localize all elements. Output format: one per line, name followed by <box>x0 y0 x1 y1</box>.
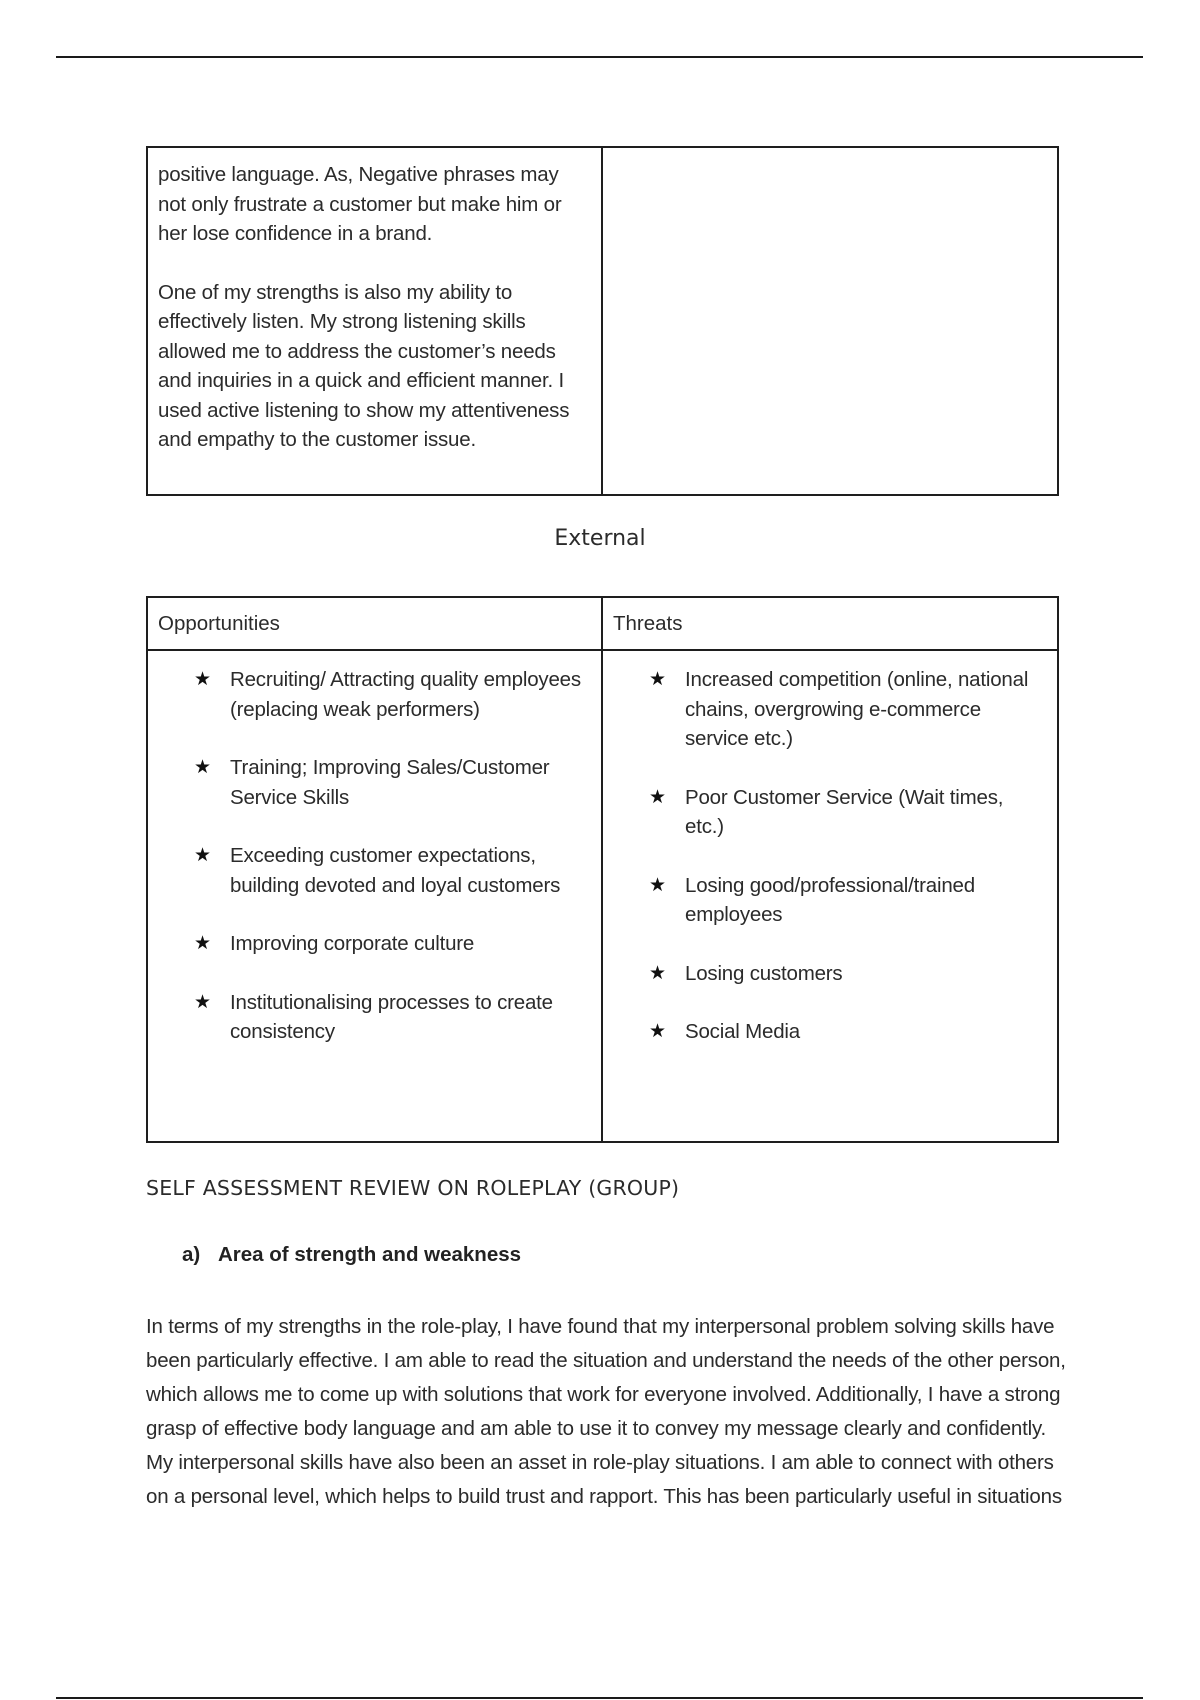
star-bullet-icon: ★ <box>649 1021 666 1042</box>
strength-weakness-subheading <box>182 1243 521 1267</box>
list-item-text: Improving corporate culture <box>230 932 475 955</box>
list-marker: a) <box>182 1243 201 1266</box>
list-item <box>603 871 1047 930</box>
star-bullet-icon: ★ <box>649 669 666 690</box>
header-rule <box>56 56 1143 58</box>
subheading-text: Area of strength and weakness <box>218 1243 522 1266</box>
list-item <box>603 1017 1047 1047</box>
list-item-text: Exceeding customer expectations, building devoted and loyal customers <box>230 844 561 897</box>
threats-cell <box>602 650 1058 1142</box>
weaknesses-text <box>603 148 1057 168</box>
list-item-text: Social Media <box>685 1020 800 1043</box>
star-bullet-icon: ★ <box>194 933 211 954</box>
star-bullet-icon: ★ <box>649 962 666 984</box>
list-item-text: Increased competition (online, national chains, overgrowing e-commerce service etc.) <box>685 668 1029 750</box>
list-item-text: Poor Customer Service (Wait times, etc.) <box>685 785 1004 838</box>
opportunities-cell <box>147 650 602 1142</box>
list-item <box>148 841 591 900</box>
footer-rule <box>56 1697 1143 1699</box>
self-assessment-title: SELF ASSESSMENT REVIEW ON ROLEPLAY (GROUP) <box>146 1176 680 1200</box>
star-bullet-icon: ★ <box>194 991 211 1013</box>
strengths-cell <box>147 147 602 495</box>
star-bullet-icon: ★ <box>194 845 211 866</box>
list-item <box>148 929 591 959</box>
list-item <box>603 783 1047 842</box>
opportunities-header: Opportunities <box>147 597 602 650</box>
list-item <box>603 959 1047 989</box>
threats-list <box>603 651 1057 1047</box>
list-item <box>148 665 591 724</box>
star-bullet-icon: ★ <box>649 786 666 808</box>
self-assessment-paragraph: In terms of my strengths in the role-play, I have found that my interpersonal problem solving skills have been particularly effective. I am able to read the situation and understand the needs of the other person, which allows me to come up with solutions that work for everyone involved. Additionally, I have a strong grasp of effective body language and am able to use it to convey my message clearly and confidently. My interpersonal skills have also been an asset in role-play situations. I am able to connect with others on a personal level, which helps to build trust and rapport. This has been particularly useful in situations <box>146 1315 1066 1508</box>
threats-header: Threats <box>602 597 1058 650</box>
star-bullet-icon: ★ <box>194 757 211 778</box>
star-bullet-icon: ★ <box>649 874 666 896</box>
list-item-text: Institutionalising processes to create consistency <box>230 990 553 1043</box>
opportunities-list <box>148 651 601 1047</box>
strength-paragraph: One of my strengths is also my ability to effectively listen. My strong listening skills allowed me to address the customer’s needs and inquiries in a quick and efficient manner. I used active listening to show my attentiveness and empathy to the customer issue. <box>158 280 570 451</box>
list-item-text: Losing good/professional/trained employees <box>685 873 975 926</box>
list-item-text: Losing customers <box>685 961 843 985</box>
external-section-title: External <box>554 526 646 551</box>
star-bullet-icon: ★ <box>194 669 211 690</box>
list-item <box>148 753 591 812</box>
strength-paragraph: positive language. As, Negative phrases may not only frustrate a customer but make him or her lose confidence in a brand. <box>158 163 562 245</box>
list-item-text: Training; Improving Sales/Customer Service Skills <box>230 756 550 809</box>
list-item <box>603 665 1047 754</box>
weaknesses-cell <box>602 147 1058 495</box>
list-item <box>148 988 591 1047</box>
list-item-text: Recruiting/ Attracting quality employees (replacing weak performers) <box>230 668 581 721</box>
internal-swot-table <box>146 146 1059 496</box>
external-swot-table <box>146 596 1059 1143</box>
